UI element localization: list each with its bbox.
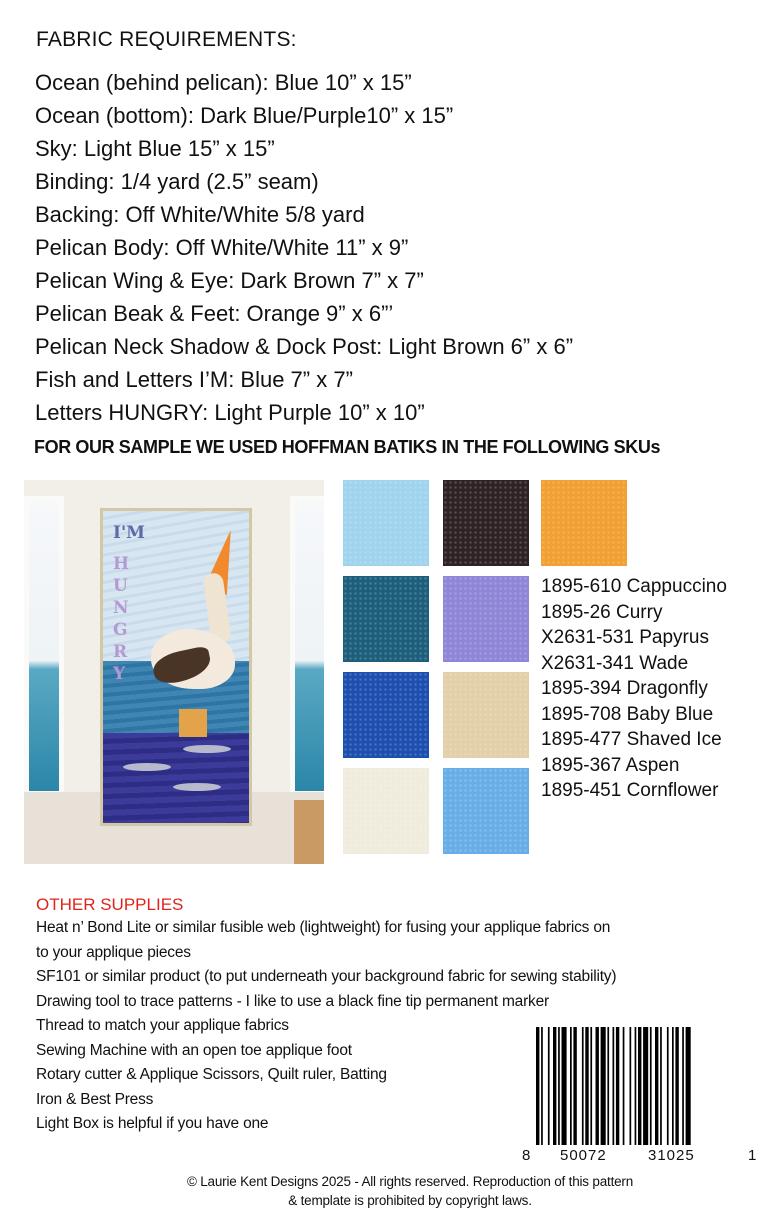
barcode-bar (682, 1027, 684, 1145)
dock-post (179, 709, 207, 737)
barcode-bar (536, 1027, 539, 1145)
barcode-bar (590, 1027, 592, 1145)
quilt-lettering (113, 523, 145, 685)
requirement-item: Pelican Body: Off White/White 11” x 9” (35, 235, 409, 260)
barcode-digit-first: 8 (522, 1147, 531, 1164)
barcode (536, 1027, 736, 1145)
barcode-bar (585, 1027, 588, 1145)
fabric-swatch (343, 576, 429, 662)
requirement-item: Pelican Neck Shadow & Dock Post: Light Brown 6” x 6” (35, 334, 574, 359)
sku-item: 1895-394 Dragonfly (541, 678, 708, 699)
barcode-bar (655, 1027, 658, 1145)
supply-item: Heat n’ Bond Lite or similar fusible web (lightweight) for fusing your applique fabrics on (36, 919, 611, 936)
requirement-item: Binding: 1/4 yard (2.5” seam) (35, 169, 319, 194)
barcode-bar (553, 1027, 556, 1145)
barcode-bar (573, 1027, 576, 1145)
requirement-item: Backing: Off White/White 5/8 yard (35, 202, 365, 227)
barcode-digit-last: 1 (748, 1147, 757, 1164)
fabric-swatch (443, 576, 529, 662)
sku-item: X2631-341 Wade (541, 652, 689, 674)
barcode-bar (638, 1027, 641, 1145)
other-supplies-title: OTHER SUPPLIES (36, 895, 184, 914)
copyright-line-1: © Laurie Kent Designs 2025 - All rights reserved. Reproduction of this pattern (186, 1174, 634, 1189)
supply-item: Drawing tool to trace patterns - I like to use a black fine tip permanent marker (36, 992, 549, 1010)
requirement-item: Fish and Letters I’M: Blue 7” x 7” (35, 367, 353, 392)
window-right (290, 496, 324, 796)
supply-item: Iron & Best Press (36, 1090, 154, 1108)
window-left (24, 496, 64, 796)
supply-item: SF101 or similar product (to put underneath your background fabric for sewing stability) (36, 968, 617, 985)
barcode-bar (596, 1027, 599, 1145)
barcode-bar (616, 1027, 619, 1145)
sku-list (541, 574, 727, 804)
barcode-bar (558, 1027, 560, 1145)
barcode-bar (650, 1027, 652, 1145)
barcode-bar (643, 1027, 648, 1145)
barcode-bar (570, 1027, 572, 1145)
sku-item: 1895-367 Aspen (541, 754, 680, 776)
barcode-bar (660, 1027, 662, 1145)
barcode-bar (630, 1027, 632, 1145)
barcode-bar (541, 1027, 543, 1145)
barcode-group-left: 50072 (560, 1147, 607, 1164)
barcode-bar (675, 1027, 678, 1145)
quilt-letters-im: I'M (113, 523, 145, 543)
quilt-letters-hungry: HUNGRY (113, 554, 130, 684)
supply-item: Sewing Machine with an open toe applique foot (36, 1041, 352, 1059)
fabric-swatch (443, 768, 529, 854)
fabric-swatch (443, 480, 529, 566)
requirement-item: Sky: Light Blue 15” x 15” (35, 136, 275, 161)
requirement-item: Ocean (behind pelican): Blue 10” x 15” (35, 70, 412, 95)
barcode-bar (613, 1027, 615, 1145)
requirement-item: Pelican Wing & Eye: Dark Brown 7” x 7” (35, 268, 424, 293)
barcode-bar (601, 1027, 606, 1145)
copyright-line-2: & template is prohibited by copyright laws. (288, 1193, 532, 1208)
barcode-group-right: 31025 (648, 1147, 695, 1164)
sku-item: 1895-708 Baby Blue (541, 703, 714, 725)
barcode-bar (623, 1027, 625, 1145)
copyright-footer (60, 1172, 760, 1210)
fabric-swatch (443, 672, 529, 758)
fabric-swatch (541, 480, 627, 566)
barcode-bar (562, 1027, 567, 1145)
fish (173, 783, 221, 791)
requirement-item: Pelican Beak & Feet: Orange 9” x 6”’ (35, 301, 394, 326)
supply-item: Light Box is helpful if you have one (36, 1115, 269, 1132)
supply-item: Rotary cutter & Applique Scissors, Quilt ruler, Batting (36, 1066, 387, 1083)
fabric-requirements-list (35, 66, 573, 429)
barcode-bar (635, 1027, 637, 1145)
sample-note: FOR OUR SAMPLE WE USED HOFFMAN BATIKS IN THE FOLLOWING SKUs (34, 437, 661, 457)
requirement-item: Ocean (bottom): Dark Blue/Purple10” x 15” (35, 103, 454, 128)
quilt-photo (24, 480, 324, 864)
barcode-bar (548, 1027, 550, 1145)
requirement-item: Letters HUNGRY: Light Purple 10” x 10” (35, 400, 425, 425)
fabric-swatch (343, 672, 429, 758)
fish (123, 763, 171, 771)
barcode-bar (672, 1027, 674, 1145)
sku-item: 1895-26 Curry (541, 601, 663, 623)
chair (294, 800, 324, 864)
fish (183, 745, 231, 753)
supply-item: Thread to match your applique fabrics (36, 1017, 289, 1034)
barcode-bar (686, 1027, 691, 1145)
fabric-requirements-title: FABRIC REQUIREMENTS: (36, 28, 297, 51)
sku-item: 1895-610 Cappuccino (541, 576, 727, 597)
quilt (100, 508, 252, 826)
fabric-swatch (343, 480, 429, 566)
sku-item: 1895-477 Shaved Ice (541, 729, 722, 750)
sku-item: X2631-531 Papyrus (541, 627, 709, 648)
supply-item: to your applique pieces (36, 943, 191, 961)
barcode-bar (582, 1027, 584, 1145)
fabric-swatch (343, 768, 429, 854)
sku-item: 1895-451 Cornflower (541, 780, 719, 801)
barcode-bar (667, 1027, 669, 1145)
barcode-bar (607, 1027, 609, 1145)
